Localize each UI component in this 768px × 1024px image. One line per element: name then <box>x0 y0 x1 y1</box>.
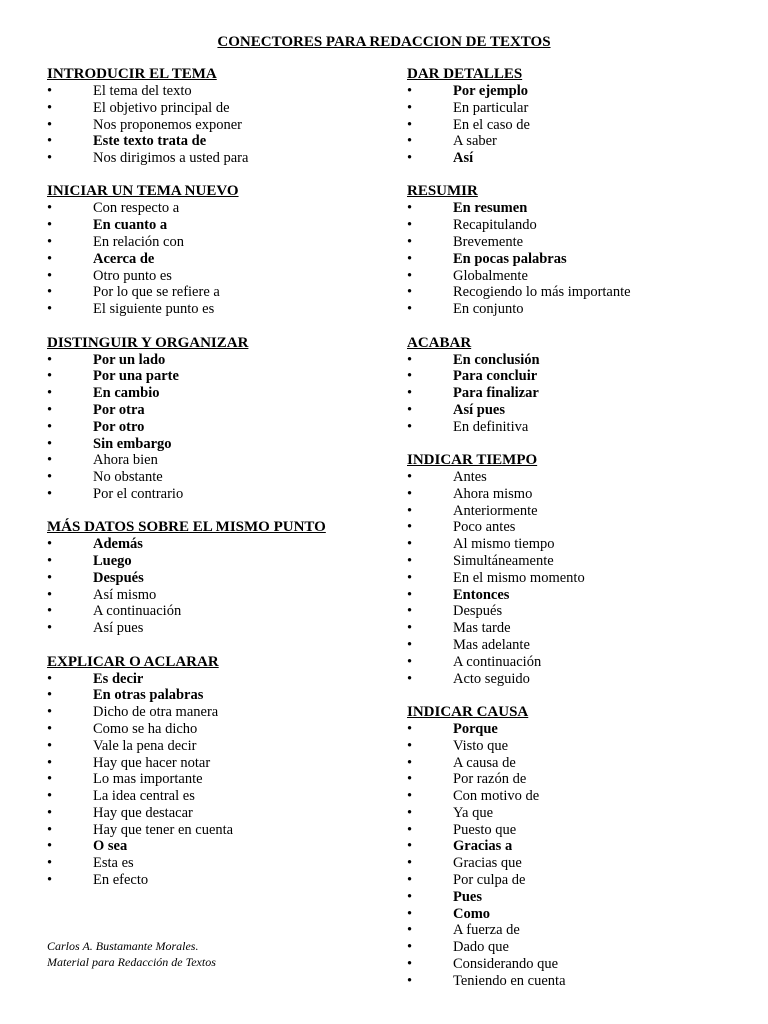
list-item <box>47 234 377 251</box>
connector-text: Además <box>93 536 143 553</box>
list-item <box>407 637 737 654</box>
connector-text: Este texto trata de <box>93 133 207 150</box>
bullet-icon: • <box>47 754 53 771</box>
connector-text: Por otro <box>93 418 145 435</box>
list-item <box>407 889 737 906</box>
bullet-icon: • <box>47 401 53 418</box>
bullet-icon: • <box>47 301 53 318</box>
connector-list <box>407 200 737 318</box>
left-column <box>47 66 377 905</box>
connector-text: Sin embargo <box>93 435 172 452</box>
bullet-icon: • <box>407 418 413 435</box>
list-item <box>407 486 737 503</box>
bullet-icon: • <box>47 821 53 838</box>
list-item <box>407 217 737 234</box>
connector-text: Gracias a <box>453 838 513 855</box>
bullet-icon: • <box>407 586 413 603</box>
connector-text: Entonces <box>453 586 510 603</box>
bullet-icon: • <box>47 469 53 486</box>
bullet-icon: • <box>47 670 53 687</box>
bullet-icon: • <box>47 217 53 234</box>
connector-text: Después <box>453 603 503 620</box>
list-item <box>407 838 737 855</box>
bullet-icon: • <box>407 150 413 167</box>
bullet-icon: • <box>47 116 53 133</box>
list-item <box>407 234 737 251</box>
bullet-icon: • <box>407 83 413 99</box>
connector-text: Luego <box>93 553 132 570</box>
bullet-icon: • <box>47 99 53 116</box>
connector-text: En definitiva <box>453 418 529 435</box>
bullet-icon: • <box>407 922 413 939</box>
list-item <box>407 872 737 889</box>
bullet-icon: • <box>407 737 413 754</box>
section-heading: ACABAR <box>407 334 472 351</box>
section-iniciar-un-tema-nuevo <box>47 183 377 318</box>
bullet-icon: • <box>407 217 413 234</box>
connector-text: Acerca de <box>93 250 155 267</box>
connector-text: Nos dirigimos a usted para <box>93 150 249 167</box>
connector-text: Hay que tener en cuenta <box>93 821 234 838</box>
connector-text: Acto seguido <box>453 670 530 687</box>
list-item <box>47 419 377 436</box>
connector-text: Como <box>453 905 491 922</box>
list-item <box>47 536 377 553</box>
list-item <box>47 150 377 167</box>
bullet-icon: • <box>47 603 53 620</box>
list-item <box>47 620 377 637</box>
footer-author: Carlos A. Bustamante Morales. <box>47 939 199 953</box>
connector-text: El tema del texto <box>93 83 192 99</box>
bullet-icon: • <box>47 737 53 754</box>
connector-text: Así <box>453 150 474 167</box>
connector-text: Gracias que <box>453 855 522 872</box>
connector-list <box>47 83 377 167</box>
bullet-icon: • <box>47 872 53 889</box>
bullet-icon: • <box>47 620 53 637</box>
list-item <box>47 100 377 117</box>
list-item <box>407 117 737 134</box>
list-item <box>407 402 737 419</box>
connector-list <box>407 352 737 436</box>
bullet-icon: • <box>47 435 53 452</box>
connector-text: Recapitulando <box>453 217 537 234</box>
bullet-icon: • <box>407 855 413 872</box>
connector-text: Nos proponemos exponer <box>93 116 243 133</box>
list-item <box>407 503 737 520</box>
list-item <box>407 654 737 671</box>
list-item <box>407 855 737 872</box>
bullet-icon: • <box>407 368 413 385</box>
connector-text: En cuanto a <box>93 217 168 234</box>
list-item <box>407 368 737 385</box>
connector-text: Brevemente <box>453 234 524 251</box>
connector-text: Antes <box>453 469 487 486</box>
connector-text: Como se ha dicho <box>93 720 198 737</box>
connector-text: Por ejemplo <box>453 83 529 99</box>
connector-text: Anteriormente <box>453 502 538 519</box>
bullet-icon: • <box>47 838 53 855</box>
connector-text: En conclusión <box>453 351 540 368</box>
section-heading: INDICAR CAUSA <box>407 703 529 720</box>
list-item <box>47 755 377 772</box>
connector-text: Lo mas importante <box>93 771 203 788</box>
footer <box>47 938 216 970</box>
connector-text: Por razón de <box>453 771 527 788</box>
bullet-icon: • <box>407 872 413 889</box>
bullet-icon: • <box>47 586 53 603</box>
bullet-icon: • <box>407 401 413 418</box>
list-item <box>47 486 377 503</box>
section-heading: RESUMIR <box>407 183 478 200</box>
list-item <box>407 906 737 923</box>
connector-text: Otro punto es <box>93 267 172 284</box>
list-item <box>47 738 377 755</box>
list-item <box>407 587 737 604</box>
list-item <box>407 284 737 301</box>
list-item <box>47 838 377 855</box>
connector-text: Ahora bien <box>93 452 158 469</box>
list-item <box>47 251 377 268</box>
connector-list <box>47 536 377 637</box>
connector-text: Porque <box>453 720 498 737</box>
list-item <box>47 385 377 402</box>
connector-text: Pues <box>453 888 482 905</box>
section-heading: MÁS DATOS SOBRE EL MISMO PUNTO <box>47 519 326 536</box>
connector-text: Por un lado <box>93 351 166 368</box>
list-item <box>47 352 377 369</box>
list-item <box>407 352 737 369</box>
connector-list <box>407 469 737 687</box>
list-item <box>47 217 377 234</box>
list-item <box>407 251 737 268</box>
bullet-icon: • <box>47 536 53 553</box>
connector-text: En resumen <box>453 200 528 217</box>
connector-list <box>407 83 737 167</box>
bullet-icon: • <box>407 720 413 737</box>
connector-text: Por lo que se refiere a <box>93 284 220 301</box>
list-item <box>407 671 737 688</box>
list-item <box>47 671 377 688</box>
connector-text: Es decir <box>93 670 144 687</box>
bullet-icon: • <box>407 234 413 251</box>
bullet-icon: • <box>407 267 413 284</box>
connector-text: A fuerza de <box>453 922 520 939</box>
bullet-icon: • <box>47 351 53 368</box>
connector-text: Al mismo tiempo <box>453 536 555 553</box>
connector-text: En otras palabras <box>93 687 204 704</box>
bullet-icon: • <box>47 485 53 502</box>
connector-text: Con respecto a <box>93 200 180 217</box>
bullet-icon: • <box>407 469 413 486</box>
connector-text: Simultáneamente <box>453 553 554 570</box>
list-item <box>47 117 377 134</box>
list-item <box>47 368 377 385</box>
list-item <box>407 519 737 536</box>
bullet-icon: • <box>407 939 413 956</box>
list-item <box>407 268 737 285</box>
bullet-icon: • <box>47 385 53 402</box>
footer-material: Material para Redacción de Textos <box>47 955 216 969</box>
connector-text: Mas adelante <box>453 637 530 654</box>
list-item <box>47 268 377 285</box>
connector-text: Mas tarde <box>453 620 511 637</box>
list-item <box>47 805 377 822</box>
bullet-icon: • <box>47 267 53 284</box>
connector-text: Teniendo en cuenta <box>453 972 566 989</box>
bullet-icon: • <box>47 704 53 721</box>
section-acabar <box>407 335 737 436</box>
bullet-icon: • <box>407 351 413 368</box>
bullet-icon: • <box>47 855 53 872</box>
list-item <box>47 704 377 721</box>
connector-text: Poco antes <box>453 519 516 536</box>
bullet-icon: • <box>407 502 413 519</box>
bullet-icon: • <box>407 804 413 821</box>
list-item <box>47 83 377 100</box>
bullet-icon: • <box>47 83 53 99</box>
bullet-icon: • <box>47 200 53 217</box>
right-column <box>407 66 737 1006</box>
bullet-icon: • <box>47 250 53 267</box>
bullet-icon: • <box>407 200 413 217</box>
connector-text: Esta es <box>93 855 134 872</box>
connector-text: Después <box>93 569 144 586</box>
bullet-icon: • <box>407 838 413 855</box>
section-indicar-tiempo <box>407 452 737 687</box>
connector-text: Dicho de otra manera <box>93 704 219 721</box>
list-item <box>407 570 737 587</box>
connector-text: En el caso de <box>453 116 530 133</box>
connector-text: A continuación <box>453 653 542 670</box>
list-item <box>47 822 377 839</box>
list-item <box>47 855 377 872</box>
section-heading: DISTINGUIR Y ORGANIZAR <box>47 334 249 351</box>
list-item <box>47 133 377 150</box>
bullet-icon: • <box>407 133 413 150</box>
bullet-icon: • <box>407 301 413 318</box>
list-item <box>407 469 737 486</box>
bullet-icon: • <box>407 888 413 905</box>
section-heading: INDICAR TIEMPO <box>407 452 538 469</box>
connector-text: Recogiendo lo más importante <box>453 284 631 301</box>
connector-text: Dado que <box>453 939 509 956</box>
section-heading: INICIAR UN TEMA NUEVO <box>47 183 239 200</box>
connector-text: No obstante <box>93 469 163 486</box>
bullet-icon: • <box>407 754 413 771</box>
connector-text: Por culpa de <box>453 872 526 889</box>
bullet-icon: • <box>407 569 413 586</box>
list-item <box>407 536 737 553</box>
bullet-icon: • <box>407 553 413 570</box>
list-item <box>407 721 737 738</box>
connector-text: En el mismo momento <box>453 569 585 586</box>
connector-text: Hay que destacar <box>93 804 193 821</box>
section-heading: DAR DETALLES <box>407 66 523 82</box>
bullet-icon: • <box>407 603 413 620</box>
list-item <box>407 973 737 990</box>
list-item <box>47 284 377 301</box>
bullet-icon: • <box>47 284 53 301</box>
connector-text: Por una parte <box>93 368 179 385</box>
section-introducir-el-tema <box>47 66 377 167</box>
bullet-icon: • <box>407 972 413 989</box>
bullet-icon: • <box>47 418 53 435</box>
bullet-icon: • <box>47 234 53 251</box>
connector-text: Vale la pena decir <box>93 737 197 754</box>
list-item <box>407 922 737 939</box>
page-title: CONECTORES PARA REDACCION DE TEXTOS <box>217 34 551 50</box>
list-item <box>47 553 377 570</box>
connector-text: Con motivo de <box>453 788 540 805</box>
list-item <box>407 939 737 956</box>
list-item <box>407 83 737 100</box>
list-item <box>407 805 737 822</box>
list-item <box>407 150 737 167</box>
connector-text: Ya que <box>453 804 494 821</box>
connector-text: Visto que <box>453 737 509 754</box>
connector-text: Hay que hacer notar <box>93 754 211 771</box>
list-item <box>47 587 377 604</box>
section-heading: EXPLICAR O ACLARAR <box>47 653 219 670</box>
connector-text: Puesto que <box>453 821 517 838</box>
list-item <box>47 721 377 738</box>
bullet-icon: • <box>407 670 413 687</box>
bullet-icon: • <box>407 536 413 553</box>
connector-text: En efecto <box>93 872 149 889</box>
connector-text: Ahora mismo <box>453 485 533 502</box>
connector-list <box>47 352 377 503</box>
list-item <box>407 100 737 117</box>
bullet-icon: • <box>47 569 53 586</box>
section-heading: INTRODUCIR EL TEMA <box>47 66 217 82</box>
connector-text: Considerando que <box>453 956 559 973</box>
connector-list <box>47 200 377 318</box>
connector-text: En cambio <box>93 385 160 402</box>
bullet-icon: • <box>407 99 413 116</box>
bullet-icon: • <box>407 788 413 805</box>
bullet-icon: • <box>407 284 413 301</box>
list-item <box>407 200 737 217</box>
bullet-icon: • <box>407 620 413 637</box>
connector-text: O sea <box>93 838 128 855</box>
list-item <box>47 872 377 889</box>
list-item <box>407 301 737 318</box>
bullet-icon: • <box>407 116 413 133</box>
connector-text: Así pues <box>93 620 144 637</box>
list-item <box>47 452 377 469</box>
list-item <box>47 200 377 217</box>
bullet-icon: • <box>47 133 53 150</box>
connector-list <box>47 671 377 889</box>
connector-text: Para finalizar <box>453 385 539 402</box>
list-item <box>47 603 377 620</box>
connector-text: Por el contrario <box>93 485 184 502</box>
section-resumir <box>407 183 737 318</box>
list-item <box>407 385 737 402</box>
list-item <box>47 687 377 704</box>
bullet-icon: • <box>407 771 413 788</box>
bullet-icon: • <box>407 250 413 267</box>
connector-text: A causa de <box>453 754 516 771</box>
list-item <box>47 771 377 788</box>
bullet-icon: • <box>407 653 413 670</box>
list-item <box>407 956 737 973</box>
bullet-icon: • <box>407 485 413 502</box>
section-distinguir-y-organizar <box>47 335 377 503</box>
list-item <box>407 788 737 805</box>
list-item <box>407 822 737 839</box>
connector-text: Así pues <box>453 401 505 418</box>
list-item <box>47 469 377 486</box>
connector-text: La idea central es <box>93 788 195 805</box>
bullet-icon: • <box>407 956 413 973</box>
bullet-icon: • <box>47 788 53 805</box>
connector-text: Así mismo <box>93 586 157 603</box>
connector-list <box>407 721 737 990</box>
connector-text: En conjunto <box>453 301 524 318</box>
connector-text: A saber <box>453 133 497 150</box>
connector-text: A continuación <box>93 603 182 620</box>
connector-text: Globalmente <box>453 267 528 284</box>
list-item <box>47 301 377 318</box>
list-item <box>407 755 737 772</box>
section-dar-detalles <box>407 66 737 167</box>
list-item <box>407 419 737 436</box>
list-item <box>407 603 737 620</box>
bullet-icon: • <box>47 150 53 167</box>
section-indicar-causa <box>407 704 737 990</box>
bullet-icon: • <box>47 804 53 821</box>
connector-text: El objetivo principal de <box>93 99 230 116</box>
bullet-icon: • <box>407 821 413 838</box>
bullet-icon: • <box>47 452 53 469</box>
list-item <box>407 738 737 755</box>
list-item <box>47 788 377 805</box>
bullet-icon: • <box>47 771 53 788</box>
list-item <box>47 402 377 419</box>
bullet-icon: • <box>407 905 413 922</box>
bullet-icon: • <box>407 637 413 654</box>
list-item <box>47 570 377 587</box>
bullet-icon: • <box>407 519 413 536</box>
list-item <box>407 553 737 570</box>
connector-text: Para concluir <box>453 368 538 385</box>
section-mas-datos-sobre-el-mismo-punto <box>47 519 377 637</box>
connector-text: El siguiente punto es <box>93 301 215 318</box>
list-item <box>407 133 737 150</box>
connector-text: En particular <box>453 99 529 116</box>
bullet-icon: • <box>47 720 53 737</box>
list-item <box>407 620 737 637</box>
bullet-icon: • <box>47 687 53 704</box>
bullet-icon: • <box>47 553 53 570</box>
connector-text: En relación con <box>93 234 184 251</box>
bullet-icon: • <box>407 385 413 402</box>
connector-text: Por otra <box>93 401 145 418</box>
connector-text: En pocas palabras <box>453 250 567 267</box>
list-item <box>47 436 377 453</box>
list-item <box>407 771 737 788</box>
section-explicar-o-aclarar <box>47 654 377 889</box>
bullet-icon: • <box>47 368 53 385</box>
